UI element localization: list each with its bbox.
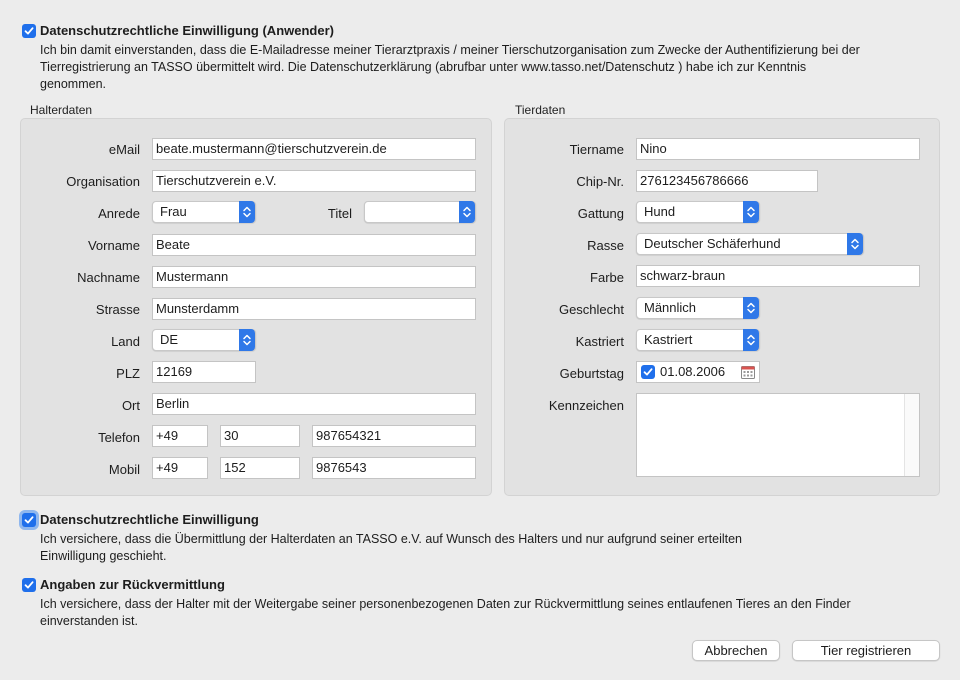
org-field[interactable]: Tierschutzverein e.V. <box>152 170 476 192</box>
tiername-label: Tiername <box>569 142 624 157</box>
chip-field[interactable]: 276123456786666 <box>636 170 818 192</box>
farbe-label: Farbe <box>590 270 624 285</box>
chevron-updown-icon <box>847 233 863 255</box>
consent-holder-text-line: Ich versichere, dass die Übermittlung der Halterdaten an TASSO e.V. auf Wunsch des Halters und nur aufgrund seiner erteilten <box>40 532 743 546</box>
gattung-label: Gattung <box>577 206 624 221</box>
org-label: Organisation <box>66 174 140 189</box>
chevron-updown-icon <box>743 297 759 319</box>
rasse-select[interactable] <box>636 233 864 255</box>
scrollbar[interactable] <box>904 394 919 476</box>
geschlecht-select[interactable] <box>636 297 760 319</box>
consent-user-text-line: Tierregistrierung an TASSO übermittelt wird. Die Datenschutzerklärung (abrufbar unter www.tasso.net/Datenschutz ) habe ich zur Kenntnis <box>40 60 807 74</box>
telefon-country-field[interactable]: +49 <box>152 425 208 447</box>
titel-select[interactable] <box>364 201 476 223</box>
consent-return-text-line: einverstanden ist. <box>40 614 138 628</box>
chevron-updown-icon <box>743 329 759 351</box>
geschlecht-label: Geschlecht <box>558 302 624 317</box>
geburtstag-checkbox[interactable] <box>641 365 655 379</box>
mobil-number-field[interactable]: 9876543 <box>312 457 476 479</box>
mobil-label: Mobil <box>108 462 140 477</box>
consent-user-title: Datenschutzrechtliche Einwilligung (Anwender) <box>40 23 334 38</box>
telefon-label: Telefon <box>98 430 140 445</box>
ort-label: Ort <box>121 398 140 413</box>
consent-user-text-line: Ich bin damit einverstanden, dass die E-Mailadresse meiner Tierarztpraxis / meiner Tierschutzorganisation zum Zwecke der Authentifizierung bei der <box>40 43 860 57</box>
farbe-field[interactable]: schwarz-braun <box>636 265 920 287</box>
gattung-value: Hund <box>644 204 676 219</box>
consent-user-text-line: genommen. <box>40 77 107 91</box>
rasse-value: Deutscher Schäferhund <box>644 236 781 251</box>
anrede-value: Frau <box>160 204 187 219</box>
consent-holder-checkbox[interactable] <box>22 513 36 527</box>
chip-label: Chip-Nr. <box>576 174 624 189</box>
vorname-field[interactable]: Beate <box>152 234 476 256</box>
checkmark-icon <box>24 515 34 525</box>
consent-user-checkbox[interactable] <box>22 24 36 38</box>
kastriert-label: Kastriert <box>575 334 624 349</box>
cancel-button[interactable]: Abbrechen <box>692 640 780 661</box>
chevron-updown-icon <box>239 329 255 351</box>
register-button[interactable]: Tier registrieren <box>792 640 940 661</box>
telefon-area-field[interactable]: 30 <box>220 425 300 447</box>
calendar-icon[interactable] <box>740 364 756 383</box>
kennzeichen-label: Kennzeichen <box>548 398 624 413</box>
chevron-updown-icon <box>459 201 475 223</box>
ort-field[interactable]: Berlin <box>152 393 476 415</box>
land-value: DE <box>160 332 179 347</box>
geburtstag-picker[interactable] <box>636 361 760 383</box>
tiername-field[interactable]: Nino <box>636 138 920 160</box>
geschlecht-value: Männlich <box>644 300 697 315</box>
consent-return-checkbox[interactable] <box>22 578 36 592</box>
nachname-field[interactable]: Mustermann <box>152 266 476 288</box>
consent-holder-text <box>40 531 940 565</box>
titel-label: Titel <box>327 206 352 221</box>
checkmark-icon <box>24 26 34 36</box>
tierdaten-title: Tierdaten <box>515 103 566 117</box>
consent-holder-title: Datenschutzrechtliche Einwilligung <box>40 512 259 527</box>
email-label: eMail <box>108 142 140 157</box>
plz-label: PLZ <box>116 366 140 381</box>
chevron-updown-icon <box>743 201 759 223</box>
checkmark-icon <box>24 580 34 590</box>
land-label: Land <box>111 334 140 349</box>
checkmark-icon <box>643 367 653 377</box>
chevron-updown-icon <box>239 201 255 223</box>
consent-return-text-line: Ich versichere, dass der Halter mit der Weitergabe seiner personenbezogenen Daten zur Rückvermittlung seines entlaufenen Tieres an den Finder <box>40 597 851 611</box>
consent-return-title: Angaben zur Rückvermittlung <box>40 577 225 592</box>
consent-return-text <box>40 596 950 630</box>
kastriert-select[interactable] <box>636 329 760 351</box>
halterdaten-title: Halterdaten <box>30 103 93 117</box>
vorname-label: Vorname <box>87 238 140 253</box>
anrede-select[interactable] <box>152 201 256 223</box>
gattung-select[interactable] <box>636 201 760 223</box>
kennzeichen-textarea[interactable] <box>636 393 920 477</box>
mobil-area-field[interactable]: 152 <box>220 457 300 479</box>
nachname-label: Nachname <box>77 270 140 285</box>
anrede-label: Anrede <box>98 206 140 221</box>
email-field[interactable]: beate.mustermann@tierschutzverein.de <box>152 138 476 160</box>
geburtstag-value: 01.08.2006 <box>660 364 726 379</box>
geburtstag-label: Geburtstag <box>559 366 624 381</box>
mobil-country-field[interactable]: +49 <box>152 457 208 479</box>
telefon-number-field[interactable]: 987654321 <box>312 425 476 447</box>
strasse-label: Strasse <box>95 302 140 317</box>
kastriert-value: Kastriert <box>644 332 693 347</box>
strasse-field[interactable]: Munsterdamm <box>152 298 476 320</box>
land-select[interactable] <box>152 329 256 351</box>
consent-holder-text-line: Einwilligung geschieht. <box>40 549 167 563</box>
consent-user-text <box>40 42 950 93</box>
rasse-label: Rasse <box>587 238 624 253</box>
plz-field[interactable]: 12169 <box>152 361 256 383</box>
